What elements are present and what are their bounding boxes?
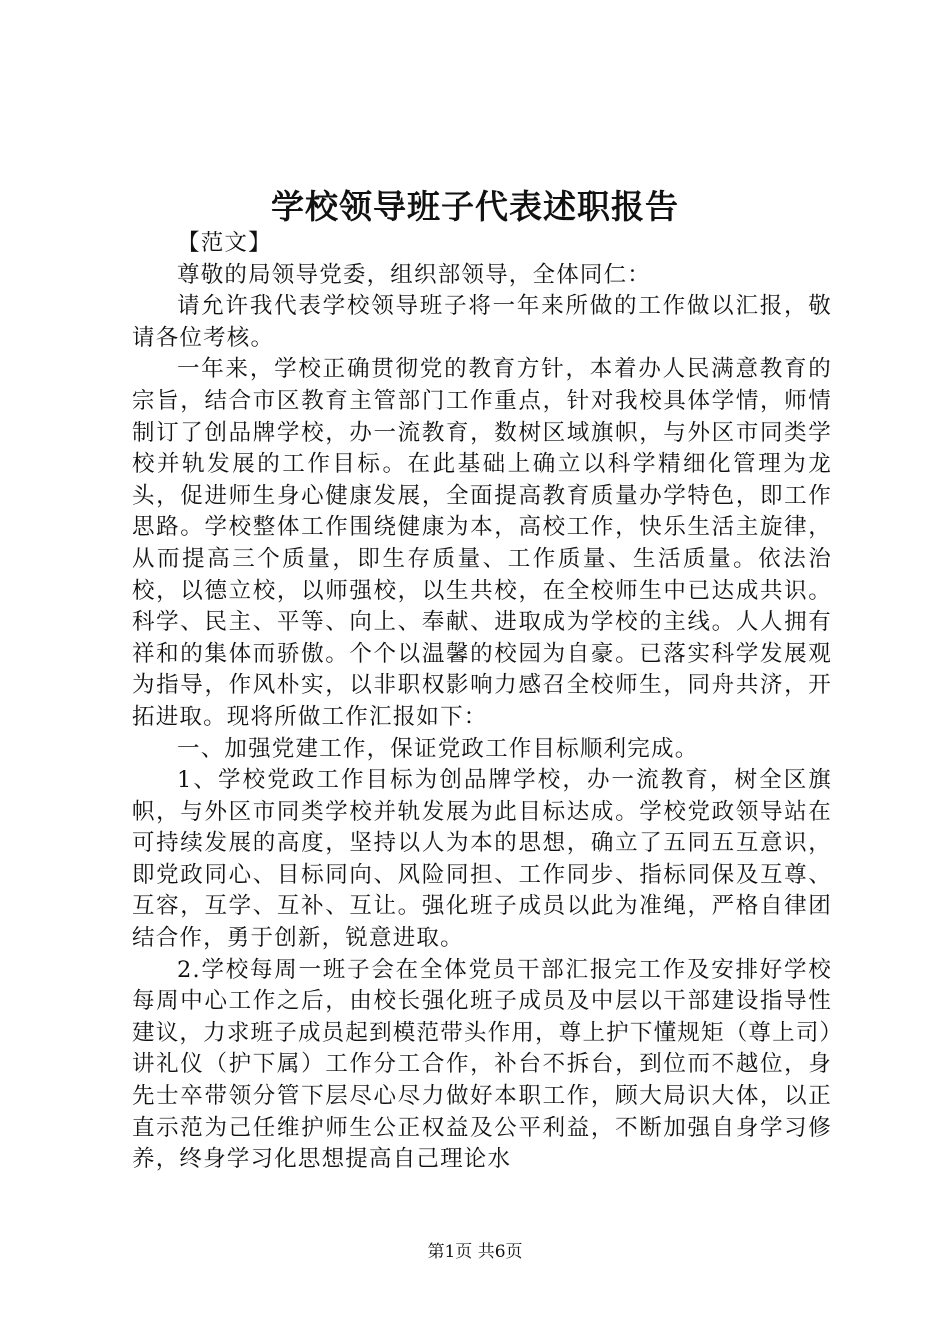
paragraph-section-heading: 一、加强党建工作，保证党政工作目标顺利完成。 xyxy=(177,735,699,762)
paragraph-item-1: 1、学校党政工作目标为创品牌学校，办一流教育，树全区旗帜，与外区市同类学校并轨发展为此目标达成。学校党政领导站在可持续发展的高度，坚持以人为本的思想，确立了五同五互意识，即党政同心、目标同向、风险同担、工作同步、指标同保及互尊、互容，互学、互补、互让。强化班子成员以此为准绳，严格自律团结合作，勇于创新，锐意进取。 xyxy=(132,767,832,952)
page-footer: 第1页 共6页 xyxy=(427,1242,523,1262)
paragraph-overview: 一年来，学校正确贯彻党的教育方针，本着办人民满意教育的宗旨，结合市区教育主管部门工作重点，针对我校具体学情，师情制订了创品牌学校，办一流教育，数树区域旗帜，与外区市同类学校并轨发展的工作目标。在此基础上确立以科学精细化管理为龙头，促进师生身心健康发展，全面提高教育质量办学特色，即工作思路。学校整体工作围绕健康为本，高校工作，快乐生活主旋律，从而提高三个质量，即生存质量、工作质量、生活质量。依法治校，以德立校，以师强校，以生共校，在全校师生中已达成共识。科学、民主、平等、向上、奉献、进取成为学校的主线。人人拥有祥和的集体而骄傲。个个以温馨的校园为自豪。已落实科学发展观为指导，作风朴实，以非职权影响力感召全校师生，同舟共济，开拓进取。现将所做工作汇报如下： xyxy=(132,356,832,730)
document-body xyxy=(132,228,832,1176)
paragraph-salutation: 尊敬的局领导党委，组织部领导，全体同仁： xyxy=(177,261,652,288)
document-title: 学校领导班子代表述职报告 xyxy=(271,187,679,226)
paragraph-item-2: 2.学校每周一班子会在全体党员干部汇报完工作及安排好学校每周中心工作之后，由校长强化班子成员及中层以干部建设指导性建议，力求班子成员起到模范带头作用，尊上护下懂规矩（尊上司）讲礼仪（护下属）工作分工合作，补台不拆台，到位而不越位，身先士卒带领分管下层尽心尽力做好本职工作，顾大局识大体，以正直示范为己任维护师生公正权益及公平利益，不断加强自身学习修养，终身学习化思想提高自己理论水 xyxy=(132,956,832,1173)
paragraph-intro: 请允许我代表学校领导班子将一年来所做的工作做以汇报，敬请各位考核。 xyxy=(132,293,832,351)
paragraph-label: 【范文】 xyxy=(177,230,272,256)
